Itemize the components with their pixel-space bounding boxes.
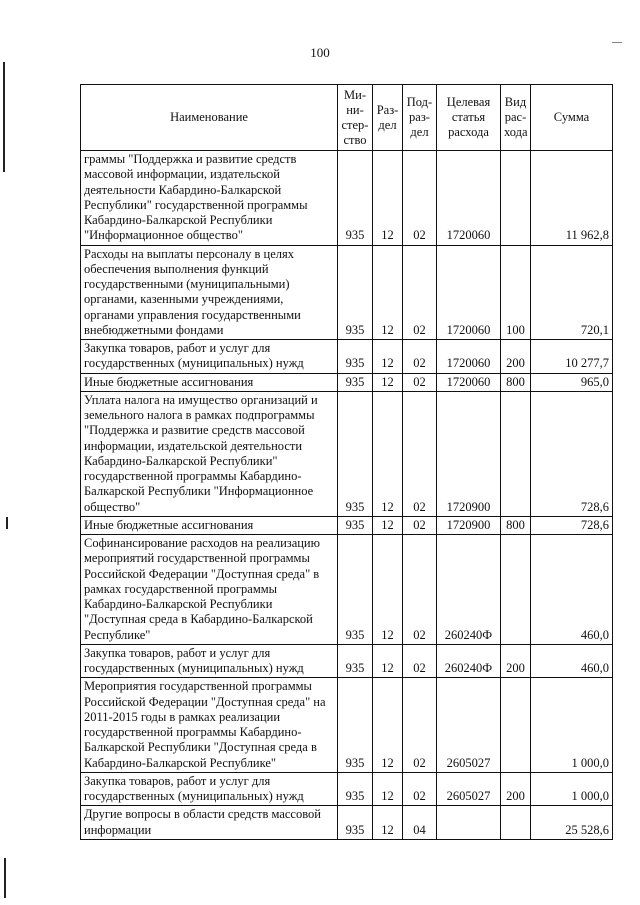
cell-sum: 460,0 xyxy=(531,535,613,645)
cell-sum: 728,6 xyxy=(531,516,613,534)
cell-sum: 25 528,6 xyxy=(531,806,613,840)
table-row xyxy=(81,644,613,678)
cell-ministry: 935 xyxy=(338,806,373,840)
table-header-row xyxy=(81,85,613,151)
cell-type: 100 xyxy=(501,245,531,340)
cell-ministry: 935 xyxy=(338,516,373,534)
cell-subsection: 02 xyxy=(403,373,437,391)
cell-section: 12 xyxy=(373,772,403,806)
scan-edge-mark xyxy=(3,62,5,172)
scan-edge-mark xyxy=(6,517,8,529)
page-number: 100 xyxy=(310,45,330,60)
cell-section: 12 xyxy=(373,535,403,645)
cell-name: Иные бюджетные ассигнования xyxy=(81,373,338,391)
cell-type: 800 xyxy=(501,373,531,391)
cell-sum: 720,1 xyxy=(531,245,613,340)
cell-section: 12 xyxy=(373,516,403,534)
cell-ministry: 935 xyxy=(338,373,373,391)
cell-type xyxy=(501,151,531,246)
header-name: Наименование xyxy=(81,85,338,151)
cell-ministry: 935 xyxy=(338,340,373,374)
cell-sum: 965,0 xyxy=(531,373,613,391)
cell-subsection: 04 xyxy=(403,806,437,840)
cell-target: 260240Ф xyxy=(437,535,501,645)
cell-ministry: 935 xyxy=(338,151,373,246)
cell-sum: 1 000,0 xyxy=(531,678,613,773)
cell-name: Закупка товаров, работ и услуг для государственных (муниципальных) нужд xyxy=(81,644,338,678)
scan-edge-mark xyxy=(4,858,6,898)
cell-subsection: 02 xyxy=(403,245,437,340)
cell-target: 2605027 xyxy=(437,678,501,773)
table-row xyxy=(81,245,613,340)
table-row xyxy=(81,151,613,246)
cell-name: Софинансирование расходов на реализацию мероприятий государственной программы Российской Федерации "Доступная среда" в рамках государственной программы Кабардино-Балкарской Республики "Доступная среда в Кабардино-Балкарской Республике" xyxy=(81,535,338,645)
table-row xyxy=(81,391,613,516)
table-row xyxy=(81,516,613,534)
cell-type xyxy=(501,535,531,645)
cell-name: Закупка товаров, работ и услуг для государственных (муниципальных) нужд xyxy=(81,340,338,374)
cell-section: 12 xyxy=(373,644,403,678)
scan-edge-mark xyxy=(612,42,622,43)
cell-name: Закупка товаров, работ и услуг для государственных (муниципальных) нужд xyxy=(81,772,338,806)
cell-section: 12 xyxy=(373,806,403,840)
cell-target: 260240Ф xyxy=(437,644,501,678)
cell-sum: 10 277,7 xyxy=(531,340,613,374)
cell-target: 1720060 xyxy=(437,340,501,374)
cell-type: 200 xyxy=(501,644,531,678)
budget-table xyxy=(80,84,613,840)
table-row xyxy=(81,772,613,806)
table-row xyxy=(81,340,613,374)
cell-subsection: 02 xyxy=(403,151,437,246)
cell-target: 2605027 xyxy=(437,772,501,806)
table-row xyxy=(81,373,613,391)
cell-subsection: 02 xyxy=(403,516,437,534)
header-type: Вид рас- хода xyxy=(501,85,531,151)
cell-name: Уплата налога на имущество организаций и земельного налога в рамках подпрограммы "Поддержка и развитие средств массовой информации, издательской деятельности Кабардино-Балкарской Республики" государственной программы Кабардино-Балкарской Республики "Информационное общество" xyxy=(81,391,338,516)
cell-target: 1720900 xyxy=(437,391,501,516)
header-section: Раз- дел xyxy=(373,85,403,151)
cell-subsection: 02 xyxy=(403,391,437,516)
cell-ministry: 935 xyxy=(338,391,373,516)
cell-subsection: 02 xyxy=(403,772,437,806)
cell-section: 12 xyxy=(373,340,403,374)
cell-ministry: 935 xyxy=(338,678,373,773)
cell-section: 12 xyxy=(373,373,403,391)
cell-name: граммы "Поддержка и развитие средств массовой информации, издательской деятельности Кабардино-Балкарской Республики" государственной программы Кабардино-Балкарской Республики "Информационное общество" xyxy=(81,151,338,246)
cell-ministry: 935 xyxy=(338,245,373,340)
table-row xyxy=(81,806,613,840)
header-sum: Сумма xyxy=(531,85,613,151)
cell-target: 1720060 xyxy=(437,245,501,340)
cell-section: 12 xyxy=(373,391,403,516)
header-ministry: Ми- ни- стер- ство xyxy=(338,85,373,151)
cell-type xyxy=(501,806,531,840)
cell-section: 12 xyxy=(373,678,403,773)
cell-sum: 11 962,8 xyxy=(531,151,613,246)
cell-sum: 460,0 xyxy=(531,644,613,678)
cell-ministry: 935 xyxy=(338,644,373,678)
cell-type: 200 xyxy=(501,772,531,806)
cell-name: Мероприятия государственной программы Российской Федерации "Доступная среда" на 2011-2015 годы в рамках реализации государственной программы Кабардино-Балкарской Республики "Доступная среда в Кабардино-Балкарской Республике" xyxy=(81,678,338,773)
cell-target: 1720060 xyxy=(437,151,501,246)
cell-subsection: 02 xyxy=(403,340,437,374)
cell-target: 1720900 xyxy=(437,516,501,534)
cell-ministry: 935 xyxy=(338,535,373,645)
table-row xyxy=(81,535,613,645)
cell-type xyxy=(501,391,531,516)
cell-sum: 728,6 xyxy=(531,391,613,516)
cell-type: 800 xyxy=(501,516,531,534)
cell-ministry: 935 xyxy=(338,772,373,806)
cell-section: 12 xyxy=(373,245,403,340)
cell-subsection: 02 xyxy=(403,644,437,678)
cell-name: Другие вопросы в области средств массовой информации xyxy=(81,806,338,840)
cell-subsection: 02 xyxy=(403,535,437,645)
cell-type: 200 xyxy=(501,340,531,374)
header-subsection: Под- раз- дел xyxy=(403,85,437,151)
cell-name: Расходы на выплаты персоналу в целях обеспечения выполнения функций государственными (муниципальными) органами, казенными учреждениями, органами управления государственными внебюджетными фондами xyxy=(81,245,338,340)
cell-target xyxy=(437,806,501,840)
cell-section: 12 xyxy=(373,151,403,246)
cell-target: 1720060 xyxy=(437,373,501,391)
cell-type xyxy=(501,678,531,773)
table-row xyxy=(81,678,613,773)
cell-sum: 1 000,0 xyxy=(531,772,613,806)
cell-subsection: 02 xyxy=(403,678,437,773)
header-target: Целевая статья расхода xyxy=(437,85,501,151)
cell-name: Иные бюджетные ассигнования xyxy=(81,516,338,534)
